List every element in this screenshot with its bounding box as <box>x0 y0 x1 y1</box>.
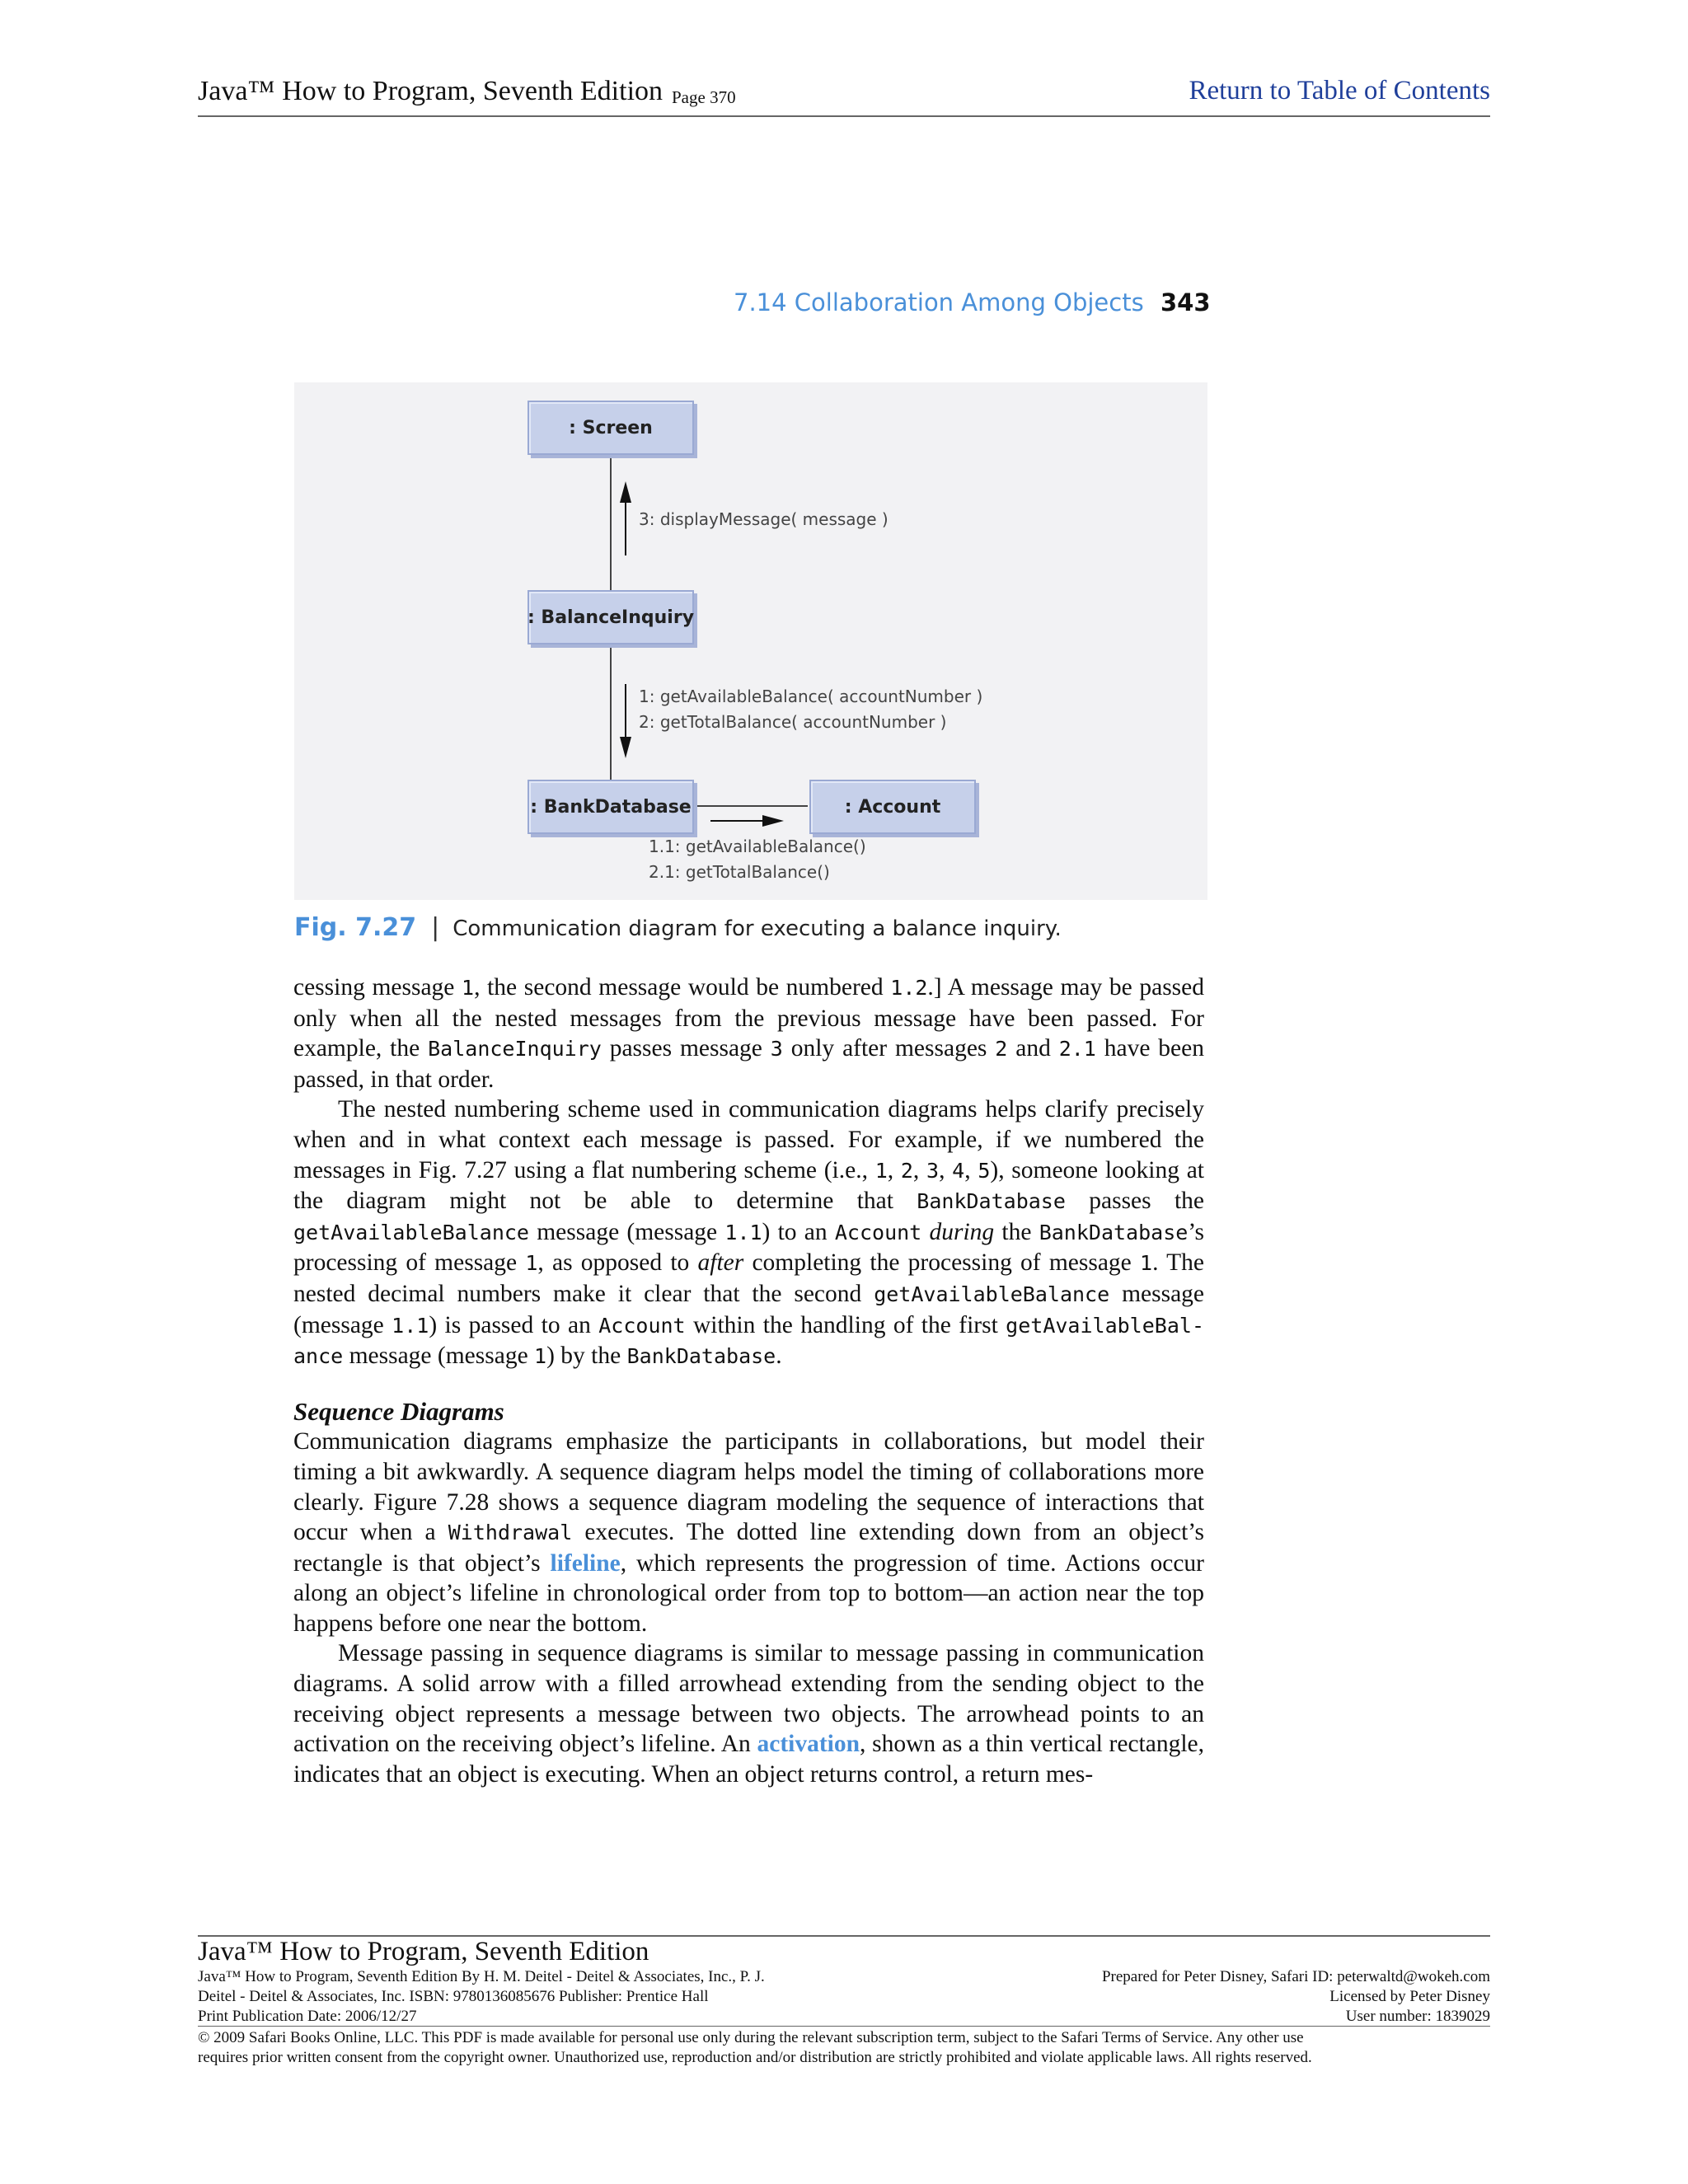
text-run: passes message <box>601 1035 771 1062</box>
text-run: the <box>994 1218 1039 1245</box>
book-title: Java™ How to Program, Seventh Edition <box>198 76 663 106</box>
text-run: completing the processing of message <box>743 1249 1140 1277</box>
code-term: 1 <box>462 976 475 1000</box>
code-term: 1 <box>534 1344 547 1369</box>
message-2: 2: getTotalBalance( accountNumber ) <box>639 712 947 732</box>
paragraph <box>293 1638 1204 1789</box>
code-term: getAvailableBalance <box>293 1220 529 1244</box>
code-term: 2 <box>900 1158 913 1183</box>
code-term: BankDatabase <box>1039 1220 1189 1244</box>
text-run: message (message <box>293 1280 1205 1338</box>
text-run: ) to an <box>762 1218 835 1245</box>
footer-book-info: Java™ How to Program, Seventh Edition By H. M. Deitel - Deitel & Associates, Inc., P. J. <box>198 1968 765 1985</box>
code-term: 2.1 <box>1058 1037 1096 1062</box>
footer-copyright-line2: requires prior written consent from the copyright owner. Unauthorized use, reproduction and/or distribution are strictly prohibited and violate applicable laws. All rights reserved. <box>198 2049 1312 2066</box>
text-run: only after messages <box>782 1035 996 1062</box>
diagram-connectors <box>294 382 1207 900</box>
text-run: Communication diagrams emphasize the participants in collaborations, but model their timing a bit awkwardly. A sequence diagram helps model the timing of collaborations more clearly. Figure 7.28 shows a sequence diagram modeling the sequence of interactions that occur when a <box>293 1428 1204 1546</box>
text-run: ) by the <box>546 1343 627 1370</box>
footer-title: Java™ How to Program, Seventh Edition <box>198 1937 649 1966</box>
key-term: activation <box>757 1731 860 1758</box>
text-run: message (message <box>528 1218 725 1245</box>
text-run: .] A message may be passed only when all the nested messages from the previous message have been passed. For example, the <box>293 974 1204 1062</box>
emphasis: during <box>929 1218 995 1245</box>
code-term: 1.1 <box>392 1313 429 1338</box>
footer-copyright-line1: © 2009 Safari Books Online, LLC. This PDF is made available for personal use only during the relevant subscription term, subject to the Safari Terms of Service. Any other use <box>198 2029 1304 2046</box>
running-head-section: 7.14 Collaboration Among Objects <box>734 288 1144 316</box>
figure-number: Fig. 7.27 <box>294 913 417 942</box>
code-term: 2 <box>995 1037 1008 1062</box>
text-run: , as opposed to <box>537 1249 698 1277</box>
message-3: 3: displayMessage( message ) <box>639 509 889 529</box>
footer-user-number: User number: 1839029 <box>1345 2008 1490 2025</box>
text-run: within the handling of the first <box>685 1311 1006 1338</box>
text-run: ’s processing of message <box>293 1218 1204 1277</box>
message-2-1: 2.1: getTotalBalance() <box>649 862 830 882</box>
header-divider <box>198 115 1490 117</box>
text-run: , <box>964 1156 978 1183</box>
running-head-page-number: 343 <box>1160 288 1211 316</box>
account-object: : Account <box>809 780 976 834</box>
footer-pub-date: Print Publication Date: 2006/12/27 <box>198 2008 417 2025</box>
code-term: 5 <box>978 1158 991 1183</box>
body-text <box>293 972 1204 1789</box>
caption-separator: | <box>431 913 440 942</box>
text-run: ) is passed to an <box>429 1311 599 1338</box>
text-run: message (message <box>343 1343 535 1370</box>
code-term: 3 <box>770 1037 783 1062</box>
arrowhead-m11-m21 <box>762 815 784 827</box>
code-term: BankDatabase <box>917 1189 1066 1214</box>
paragraph <box>293 1094 1204 1371</box>
code-term: 1 <box>1140 1251 1153 1276</box>
code-term: BalanceInquiry <box>428 1037 602 1062</box>
toc-link[interactable]: Return to Table of Contents <box>1189 76 1490 105</box>
code-term: 4 <box>952 1158 965 1183</box>
text-run: Message passing in sequence diagrams is similar to message passing in communication diagrams. A solid arrow with a filled arrowhead extending from the sending object to the receiving object represents a message between two objects. The arrowhead points to an activation on the receiving object’s lifeline. An <box>293 1640 1204 1758</box>
section-heading: Sequence Diagrams <box>293 1396 504 1426</box>
code-term: getAvailableBalance <box>874 1282 1110 1306</box>
text-run: , <box>939 1156 953 1183</box>
text-run: cessing message <box>293 974 462 1001</box>
screen-object: : Screen <box>528 401 694 455</box>
text-run: . The nested decimal numbers make it clear that the second <box>293 1249 1204 1307</box>
code-term: 1 <box>874 1158 888 1183</box>
page-label: Page 370 <box>672 87 736 107</box>
code-term: 1.2 <box>890 976 928 1000</box>
footer-prepared-for: Prepared for Peter Disney, Safari ID: peterwaltd@wokeh.com <box>1101 1968 1490 1985</box>
caption-text: Communication diagram for executing a balance inquiry. <box>452 916 1062 941</box>
text-run: and <box>1007 1035 1059 1062</box>
message-1-1: 1.1: getAvailableBalance() <box>649 837 866 856</box>
arrowhead-m3 <box>620 481 631 503</box>
key-term: lifeline <box>550 1549 621 1577</box>
code-term: BankDatabase <box>626 1344 776 1369</box>
code-term: 1 <box>525 1251 538 1276</box>
code-term: getAvailableBal-ance <box>293 1313 1204 1369</box>
code-term: Account <box>834 1220 922 1244</box>
text-run: passes the <box>1065 1188 1204 1215</box>
text-run: The nested numbering scheme used in communication diagrams helps clarify precisely when and in what context each message is passed. For example, if we numbered the messages in Fig. 7.27 using a flat numbering scheme (i.e., <box>293 1096 1204 1183</box>
code-term: 1.1 <box>724 1220 762 1244</box>
text-run: , which represents the progression of time. Actions occur along an object’s lifeline in chronological order from top to bottom—an action near the top happens before one near the bottom. <box>293 1549 1204 1637</box>
text-run: , shown as a thin vertical rectangle, indicates that an object is executing. When an object returns control, a return mes- <box>293 1731 1204 1788</box>
text-run: , <box>887 1156 901 1183</box>
balance-inquiry-object: : BalanceInquiry <box>528 590 694 644</box>
text-run: . <box>776 1343 782 1370</box>
text-run: , <box>912 1156 926 1183</box>
text-run: have been passed, in that order. <box>293 1035 1204 1093</box>
emphasis: after <box>697 1249 744 1277</box>
text-run: , the second message would be numbered <box>474 974 891 1001</box>
communication-diagram <box>294 382 1207 900</box>
paragraph <box>293 1427 1204 1638</box>
code-term: 3 <box>926 1158 940 1183</box>
code-term: Withdrawal <box>448 1521 573 1545</box>
text-run: executes. The dotted line extending down from an object’s rectangle is that object’s <box>293 1519 1204 1577</box>
text-run: ), someone looking at the diagram might not be able to determine that <box>293 1156 1205 1215</box>
message-1: 1: getAvailableBalance( accountNumber ) <box>639 687 983 706</box>
arrowhead-m1-m2 <box>620 737 631 758</box>
paragraph <box>293 972 1204 1094</box>
footer-isbn: Deitel - Deitel & Associates, Inc. ISBN: 9780136085676 Publisher: Prentice Hall <box>198 1988 709 2005</box>
footer-divider-2 <box>198 2026 1490 2027</box>
figure-caption <box>294 913 1062 942</box>
footer-licensed-by: Licensed by Peter Disney <box>1329 1988 1490 2005</box>
bank-database-object: : BankDatabase <box>528 780 694 834</box>
code-term: Account <box>598 1313 686 1338</box>
